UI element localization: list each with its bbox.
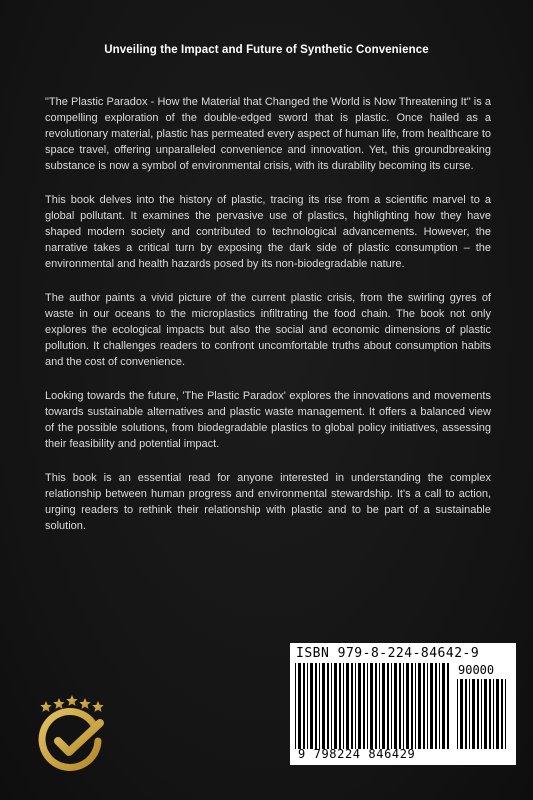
barcode-main-bar [430, 663, 433, 749]
barcode-main-bar [363, 663, 365, 749]
barcode-main-bar [295, 663, 296, 749]
barcode-addon-bar [505, 679, 506, 749]
barcode-main-bar [298, 663, 301, 749]
blurb-text [45, 94, 491, 552]
barcode-main-bar [391, 663, 392, 749]
price-code: 90000 [458, 663, 495, 677]
barcode-main-bar [307, 663, 308, 749]
badge-star-3 [66, 695, 77, 706]
barcode-main-bar [435, 663, 437, 749]
barcode-main-bar [415, 663, 416, 749]
barcode-bars-main [294, 663, 450, 749]
barcode-addon-bar [469, 679, 470, 749]
barcode-main-bar [358, 663, 361, 749]
barcode-main-bar [370, 663, 373, 749]
badge-star-1 [40, 701, 51, 712]
blurb-paragraph-2: This book delves into the history of plastic, tracing its rise from a scientific marvel to a global pollutant. It examines the pervasive use of plastics, highlighting how they have shaped modern society and contributed to technological advancements. However, the narrative takes a critical turn by exposing the dark side of plastic consumption – the environmental and health hazards posed by its non-biodegradable nature. [45, 194, 491, 270]
barcode-main-bar [346, 663, 349, 749]
badge-star-5 [92, 701, 103, 712]
badge-star-2 [53, 698, 64, 709]
barcode-main-bar [310, 663, 313, 749]
barcode-addon-bar [493, 679, 494, 749]
barcode-main-bar [327, 663, 329, 749]
isbn-barcode [290, 643, 516, 765]
barcode-bars-addon [456, 679, 510, 749]
barcode-main-bar [406, 663, 409, 749]
barcode-main-bar [442, 663, 445, 749]
badge-star-4 [79, 698, 90, 709]
barcode-main-bar [427, 663, 428, 749]
barcode-main-bar [331, 663, 332, 749]
barcode-addon-bar [481, 679, 482, 749]
blurb-paragraph-1: "The Plastic Paradox - How the Material that Changed the World is Now Threatening It" is a compelling exploration of the double-edged sword that is plastic. Once hailed as a revolutionary material, plastic has permeated every aspect of human life, from healthcare to space travel, offering unparalleled convenience and innovation. Yet, this groundbreaking substance is now a symbol of environmental crisis, with its durability becoming its curse. [45, 96, 491, 172]
barcode-main-bar [322, 663, 325, 749]
blurb-paragraph-4: Looking towards the future, 'The Plastic Paradox' explores the innovations and movements towards sustainable alternatives and plastic waste management. It offers a balanced view of the possible solutions, from biodegradable plastics to global policy initiatives, assessing their feasibility and potential impact. [45, 390, 491, 450]
barcode-main-bar [334, 663, 337, 749]
barcode-main-bar [439, 663, 440, 749]
barcode-main-bar [423, 663, 425, 749]
barcode-addon-bar [496, 679, 499, 749]
barcode-main-bar [447, 663, 449, 749]
barcode-main-bar [403, 663, 404, 749]
barcode-addon-bar [477, 679, 479, 749]
ean-digits: 9 798224 846429 [298, 747, 416, 761]
barcode-main-bar [394, 663, 397, 749]
blurb-paragraph-5: This book is an essential read for anyone interested in understanding the complex relationship between human progress and environmental stewardship. It's a call to action, urging readers to rethink their relationship with plastic and to be part of a sustainable solution. [45, 472, 491, 532]
barcode-addon-bar [460, 679, 463, 749]
barcode-addon-bar [489, 679, 491, 749]
barcode-main-bar [339, 663, 341, 749]
barcode-addon-bar [457, 679, 458, 749]
barcode-addon-bar [484, 679, 487, 749]
barcode-main-bar [303, 663, 305, 749]
cover-subtitle: Unveiling the Impact and Future of Synthetic Convenience [104, 44, 429, 56]
barcode-main-bar [315, 663, 317, 749]
barcode-main-bar [382, 663, 385, 749]
barcode-main-bar [343, 663, 344, 749]
barcode-main-bar [411, 663, 413, 749]
barcode-addon-bar [465, 679, 467, 749]
barcode-main-bar [375, 663, 377, 749]
barcode-main-bar [319, 663, 320, 749]
blurb-paragraph-3: The author paints a vivid picture of the current plastic crisis, from the swirling gyres of waste in our oceans to the microplastics infiltrating the food chain. The book not only explores the ecological impacts but also the social and economic dimensions of plastic pollution. It challenges readers to confront uncomfortable truths about consumption habits and the cost of convenience. [45, 292, 491, 368]
barcode-main-bar [387, 663, 389, 749]
isbn-label: ISBN 979-8-224-84642-9 [296, 646, 480, 661]
barcode-main-bar [355, 663, 356, 749]
barcode-main-bar [379, 663, 380, 749]
five-star-checkmark-badge-icon [24, 685, 120, 781]
barcode-main-bar [351, 663, 353, 749]
barcode-main-bar [399, 663, 401, 749]
barcode-addon-bar [501, 679, 503, 749]
barcode-main-bar [367, 663, 368, 749]
barcode-main-bar [418, 663, 421, 749]
barcode-addon-bar [472, 679, 475, 749]
